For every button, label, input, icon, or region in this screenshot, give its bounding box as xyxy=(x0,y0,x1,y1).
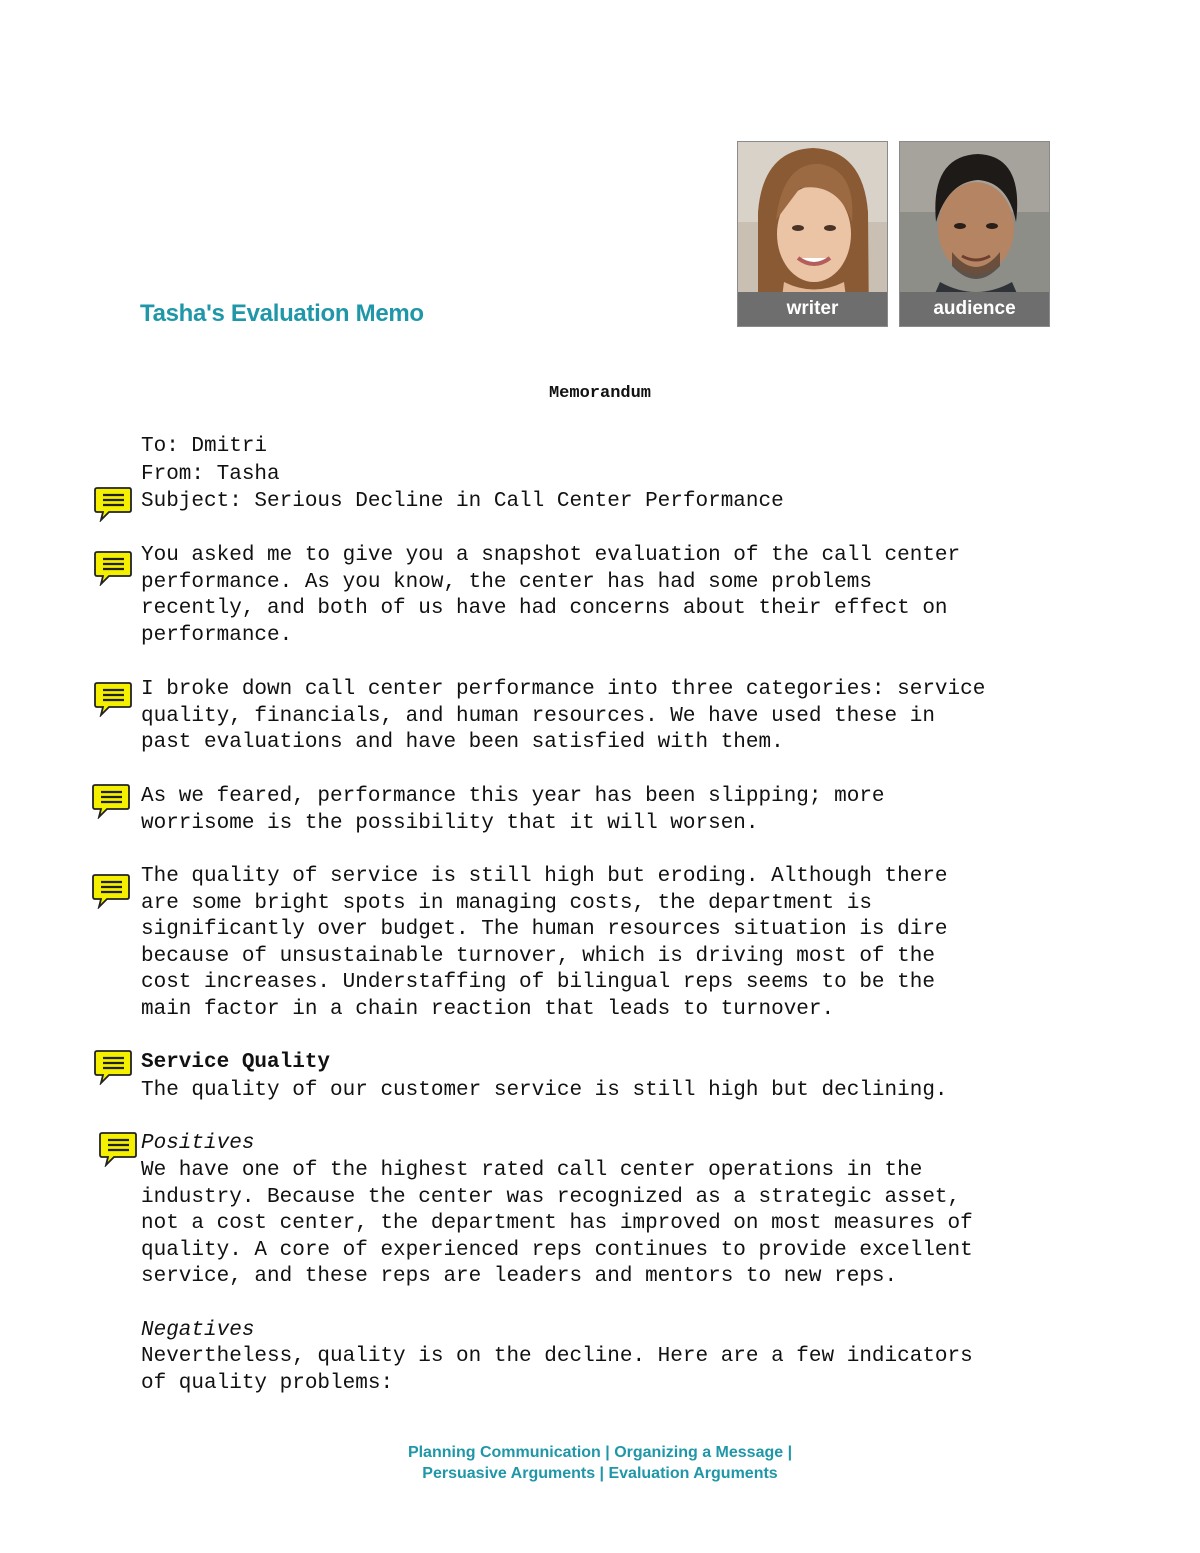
positives-heading: Positives xyxy=(141,1132,255,1155)
comment-icon[interactable] xyxy=(98,1131,138,1167)
negatives-heading: Negatives xyxy=(141,1319,255,1342)
memo-subject: Subject: Serious Decline in Call Center Performance xyxy=(141,490,784,513)
service-quality-text: The quality of our customer service is still high but declining. xyxy=(141,1079,948,1102)
positives-text: We have one of the highest rated call center operations in the industry. Because the center was recognized as a strategic asset, not a cost center, the department has improved on most measures of quality. A core of experienced reps continues to provide excellent service, and these reps are leaders and mentors to new reps. xyxy=(141,1159,973,1289)
audience-caption: audience xyxy=(900,292,1049,326)
comment-icon[interactable] xyxy=(91,873,131,909)
paragraph-categories: I broke down call center performance into three categories: service quality, financials, and human resources. We have used these in past evaluations and have been satisfied with them. xyxy=(141,678,986,755)
comment-icon[interactable] xyxy=(93,681,133,717)
service-quality-heading: Service Quality xyxy=(141,1051,331,1074)
footer-links-line1[interactable]: Planning Communication | Organizing a Message | xyxy=(407,1444,793,1461)
memo-from: From: Tasha xyxy=(141,463,280,486)
writer-photo xyxy=(737,141,888,327)
negatives-text: Nevertheless, quality is on the decline. Here are a few indicators of quality problems: xyxy=(141,1345,973,1395)
memo-to: To: Dmitri xyxy=(141,435,268,458)
paragraph-intro: You asked me to give you a snapshot evaluation of the call center performance. As you know, the center has had some problems recently, and both of us have had concerns about their effect on performance. xyxy=(141,544,961,647)
paragraph-summary: The quality of service is still high but eroding. Although there are some bright spots in managing costs, the department is significantly over budget. The human resources situation is dire because of unsustainable turnover, which is driving most of the cost increases. Understaffing of bilingual reps seems to be the main factor in a chain reaction that leads to turnover. xyxy=(141,865,948,1021)
writer-caption: writer xyxy=(738,292,887,326)
audience-photo xyxy=(899,141,1050,327)
footer-links-line2[interactable]: Persuasive Arguments | Evaluation Arguments xyxy=(422,1465,778,1482)
comment-icon[interactable] xyxy=(91,783,131,819)
page-title: Tasha's Evaluation Memo xyxy=(140,300,424,327)
comment-icon[interactable] xyxy=(93,1049,133,1085)
paragraph-performance: As we feared, performance this year has been slipping; more worrisome is the possibility that it will worsen. xyxy=(141,785,885,835)
memo-heading: Memorandum xyxy=(548,384,652,403)
comment-icon[interactable] xyxy=(93,550,133,586)
comment-icon[interactable] xyxy=(93,486,133,522)
